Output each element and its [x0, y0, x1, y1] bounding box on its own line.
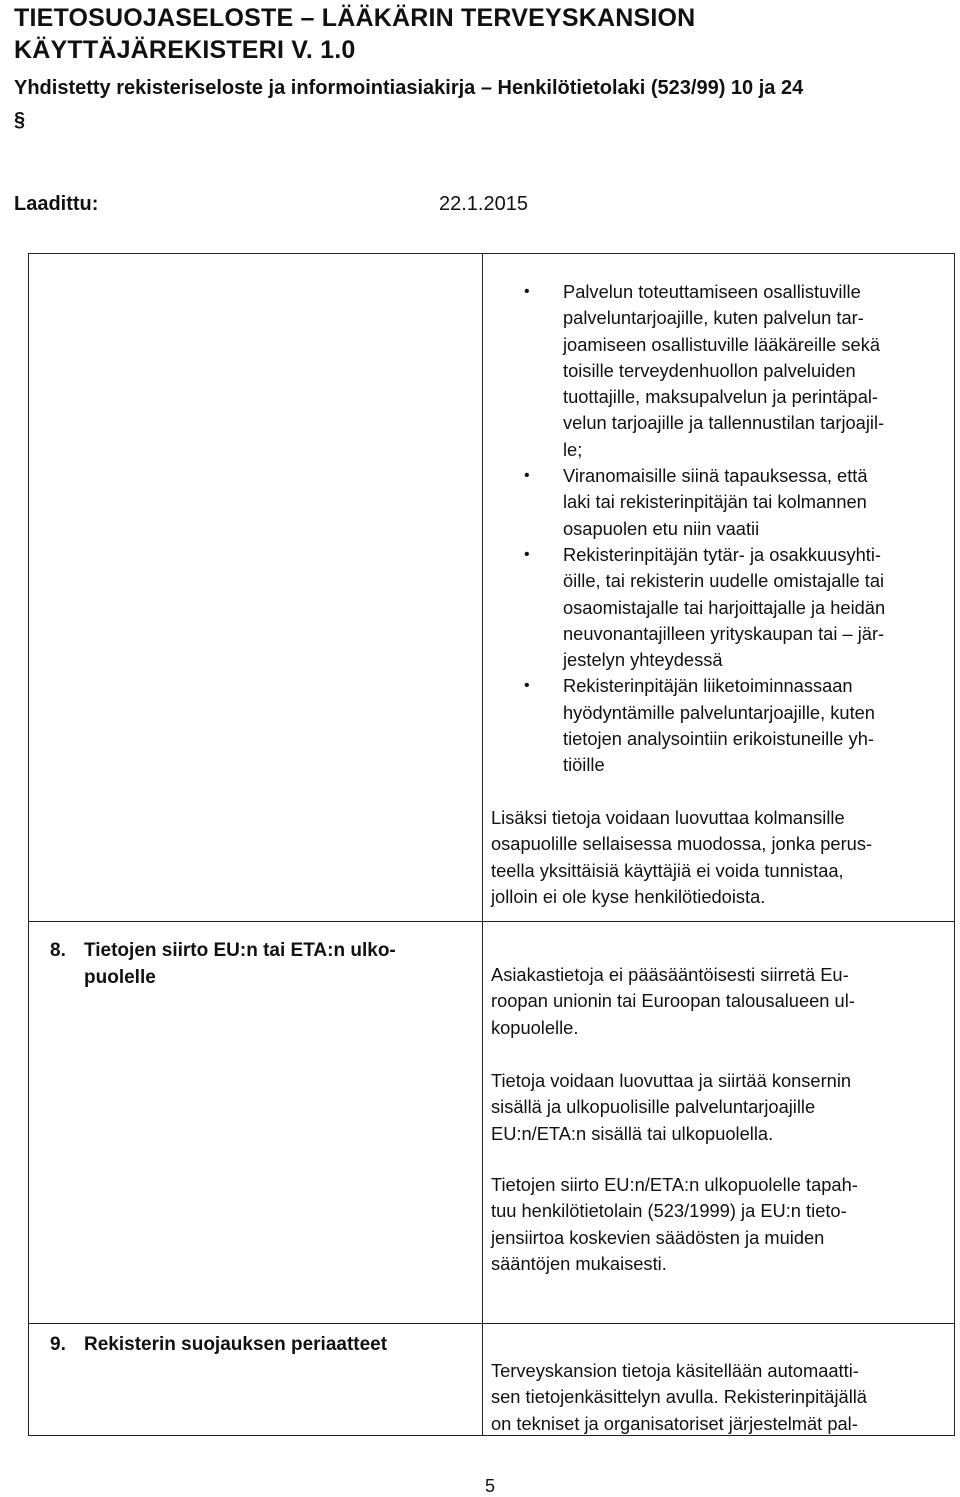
section-8-paragraph-2: Tietoja voidaan luovuttaa ja siirtää konsernin sisällä ja ulkopuolisille palveluntarjoajille EU:n/ETA:n sisällä tai ulkopuolella. [491, 1070, 852, 1144]
section-8-heading [50, 937, 460, 991]
section-title: Rekisterin suojauksen periaatteet [84, 1334, 388, 1355]
subtitle-line-1: Yhdistetty rekisteriseloste ja informointiasiakirja – Henkilötietolaki (523/99) 10 ja 24 [14, 77, 804, 99]
section-9-heading [50, 1331, 460, 1358]
table-row-divider [28, 1323, 955, 1324]
bullet-icon: • [524, 467, 530, 485]
bullet-icon: • [524, 677, 530, 695]
section-8-paragraph-1: Asiakastietoja ei pääsääntöisesti siirretä Eu- roopan unionin tai Euroopan talousalueen ul- kopuolelle. [491, 964, 855, 1038]
document-title [14, 2, 695, 66]
additional-disclosure-paragraph: Lisäksi tietoja voidaan luovuttaa kolmansille osapuolille sellaisessa muodossa, jonka perus- teella yksittäisiä käyttäjiä ei voida tunnistaa, jolloin ei ole kyse henkilötiedoista. [491, 807, 873, 907]
bullet-icon: • [524, 545, 530, 563]
section-8-paragraph-3: Tietojen siirto EU:n/ETA:n ulkopuolelle tapah- tuu henkilötietolain (523/1999) ja EU:n tieto- jensiirtoa koskevien säädösten ja muiden sääntöjen mukaisesti. [491, 1174, 858, 1274]
section-number: 8. [50, 940, 66, 961]
section-title-cont: puolelle [84, 967, 156, 988]
list-item: • Rekisterinpitäjän tytär- ja osakkuusyhti- öille, tai rekisterin uudelle omistajalle tai osaomistajalle tai harjoittajalle ja heidän neuvonantajilleen yrityskaupan tai – jär- jestelyn yhteydessä [524, 543, 886, 671]
prepared-label: Laadittu: [14, 193, 99, 215]
document-subtitle [14, 72, 944, 136]
list-item: • Viranomaisille siinä tapauksessa, että laki tai rekisterinpitäjän tai kolmannen osapuolen etu niin vaatii [524, 465, 868, 539]
recipient-list [491, 279, 946, 779]
section-9-paragraph-1: Terveyskansion tietoja käsitellään automaatti- sen tietojenkäsittelyn avulla. Rekisterinpitäjällä on tekniset ja organisatoriset järjestelmät pal- [491, 1360, 867, 1434]
title-line-1: TIETOSUOJASELOSTE – LÄÄKÄRIN TERVEYSKANSION [14, 4, 696, 32]
table-column-divider [482, 253, 483, 1436]
table-row-divider [28, 921, 955, 922]
bullet-icon: • [524, 283, 530, 300]
list-item: • Rekisterinpitäjän liiketoiminnassaan hyödyntämille palveluntarjoajille, kuten tietojen analysointiin erikoistuneille yh- tiöille [524, 675, 875, 776]
page-number: 5 [484, 1476, 495, 1496]
prepared-row [14, 190, 528, 218]
title-line-2: KÄYTTÄJÄREKISTERI V. 1.0 [14, 36, 356, 64]
subtitle-line-2: § [14, 109, 26, 131]
prepared-date: 22.1.2015 [439, 193, 528, 215]
section-number: 9. [50, 1334, 66, 1355]
list-item: • Palvelun toteuttamiseen osallistuville palveluntarjoajille, kuten palvelun tar- joamiseen osallistuville lääkäreille sekä toisille terveydenhuollon palveluiden tuottajille, maksupalvelun ja perintäpal- velun tarjoajille ja tallennustilan tarjoajil- le; [524, 281, 885, 460]
section-title: Tietojen siirto EU:n tai ETA:n ulko- [84, 940, 396, 961]
